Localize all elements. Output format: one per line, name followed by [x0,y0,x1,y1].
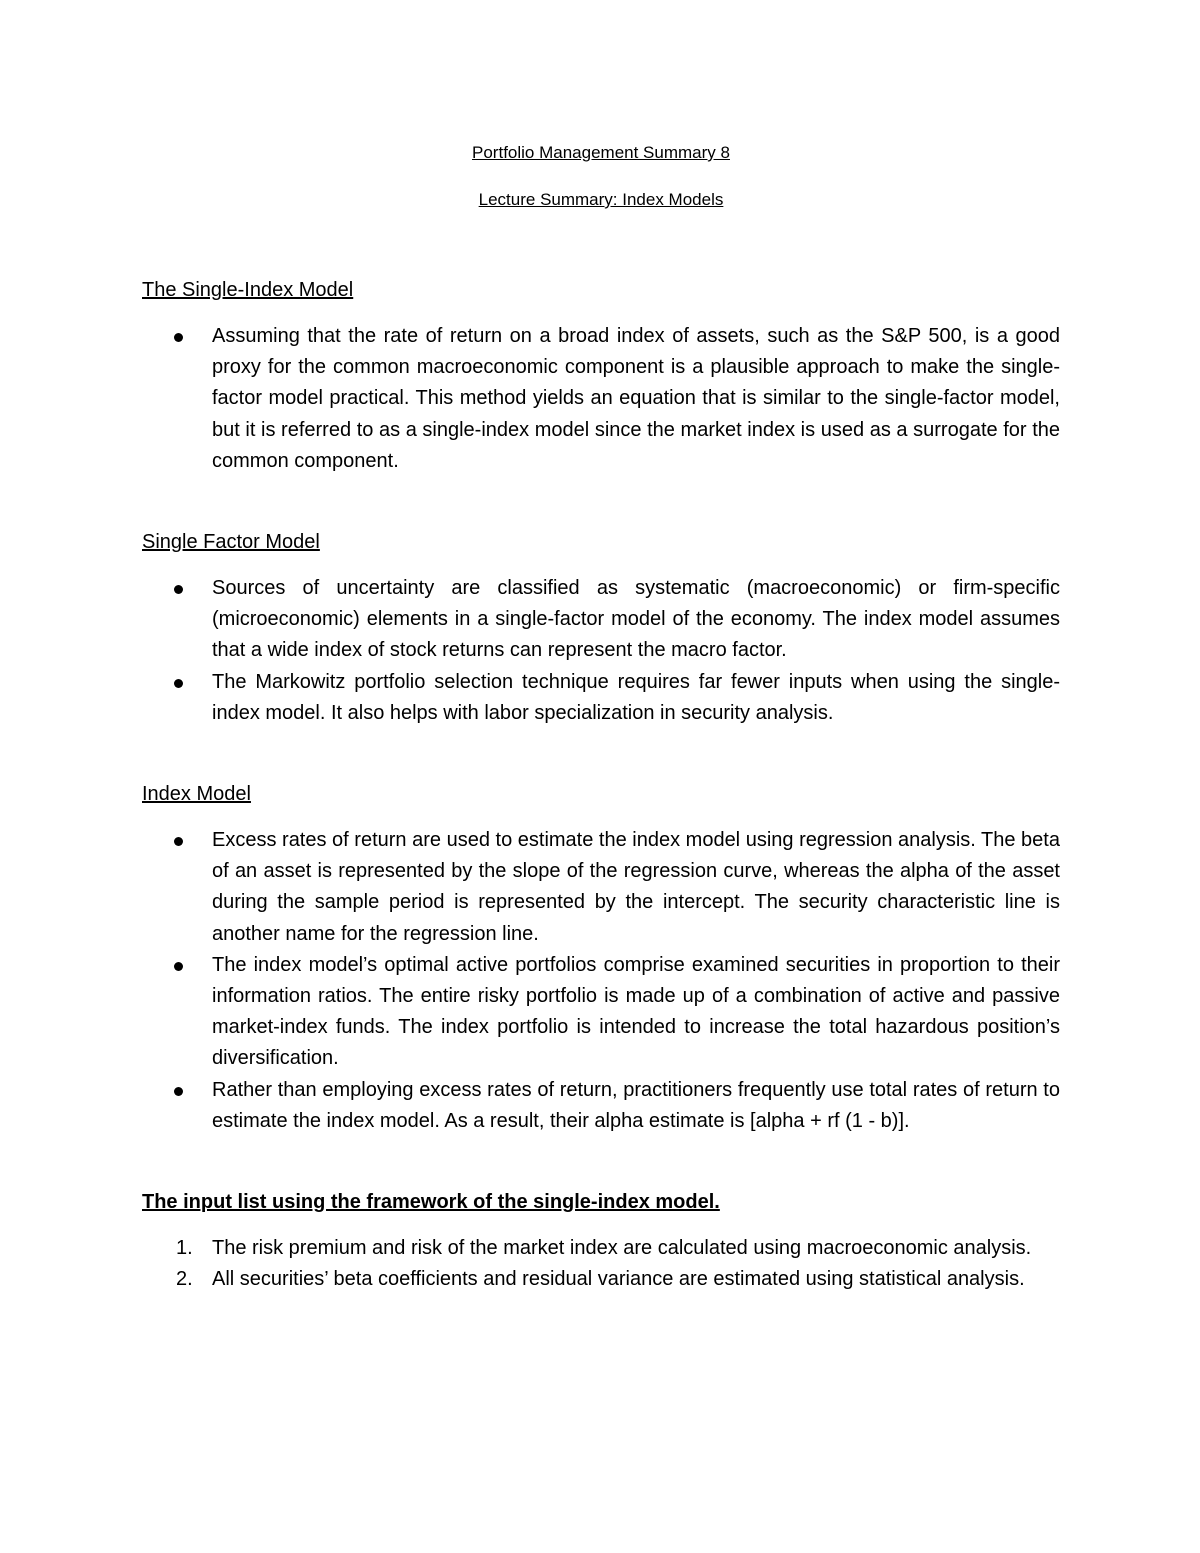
document-subtitle: Lecture Summary: Index Models [478,190,724,209]
bullet-list [142,825,1060,1137]
list-item [142,950,1060,1075]
bullet-icon [174,585,183,594]
list-item [142,1264,1060,1295]
list-item [142,1075,1060,1137]
bullet-icon [174,837,183,846]
list-item [142,573,1060,667]
bullet-list [142,573,1060,729]
list-item [142,667,1060,729]
list-item [142,825,1060,950]
bullet-icon [174,962,183,971]
bullet-icon [174,333,183,342]
list-item-text: Sources of uncertainty are classified as systematic (macroeconomic) or firm-specific (microeconomic) elements in a single-factor model of the economy. The index model assumes that a wide index of stock returns can represent the macro factor. [212,577,1060,662]
document-body [142,142,1060,1295]
bullet-icon [174,1087,183,1096]
document-title: Portfolio Management Summary 8 [472,143,730,162]
list-item-text: The index model’s optimal active portfolios comprise examined securities in proportion to their information ratios. The entire risky portfolio is made up of a combination of active and passive market-index funds. The index portfolio is intended to increase the total hazardous position’s diversification. [212,953,1060,1070]
section-heading-input-list: The input list using the framework of the single-index model. [142,1191,720,1214]
list-item [142,321,1060,477]
list-item-text: All securities’ beta coefficients and residual variance are estimated using statistical analysis. [212,1268,1025,1291]
list-item-text: Assuming that the rate of return on a broad index of assets, such as the S&P 500, is a good proxy for the common macroeconomic component is a plausible approach to make the single-factor model practical. This method yields an equation that is similar to the single-factor model, but it is referred to as a single-index model since the market index is used as a surrogate for the common component. [212,325,1060,472]
section-heading-index-model: Index Model [142,783,251,806]
list-item-text: Rather than employing excess rates of return, practitioners frequently use total rates of return to estimate the index model. As a result, their alpha estimate is [alpha + rf (1 - b)]. [212,1078,1060,1132]
section-heading-single-factor-model: Single Factor Model [142,531,320,554]
bullet-icon [174,679,183,688]
bullet-list [142,321,1060,477]
list-number: 2. [176,1268,193,1291]
numbered-list [142,1233,1060,1295]
list-item-text: Excess rates of return are used to estimate the index model using regression analysis. The beta of an asset is represented by the slope of the regression curve, whereas the alpha of the asset during the sample period is represented by the intercept. The security characteristic line is another name for the regression line. [212,829,1060,945]
list-item [142,1233,1060,1264]
list-item-text: The Markowitz portfolio selection technique requires far fewer inputs when using the single-index model. It also helps with labor specialization in security analysis. [212,670,1060,724]
list-number: 1. [176,1237,193,1260]
section-heading-single-index-model: The Single-Index Model [142,279,354,301]
list-item-text: The risk premium and risk of the market index are calculated using macroeconomic analysis. [212,1237,1032,1260]
